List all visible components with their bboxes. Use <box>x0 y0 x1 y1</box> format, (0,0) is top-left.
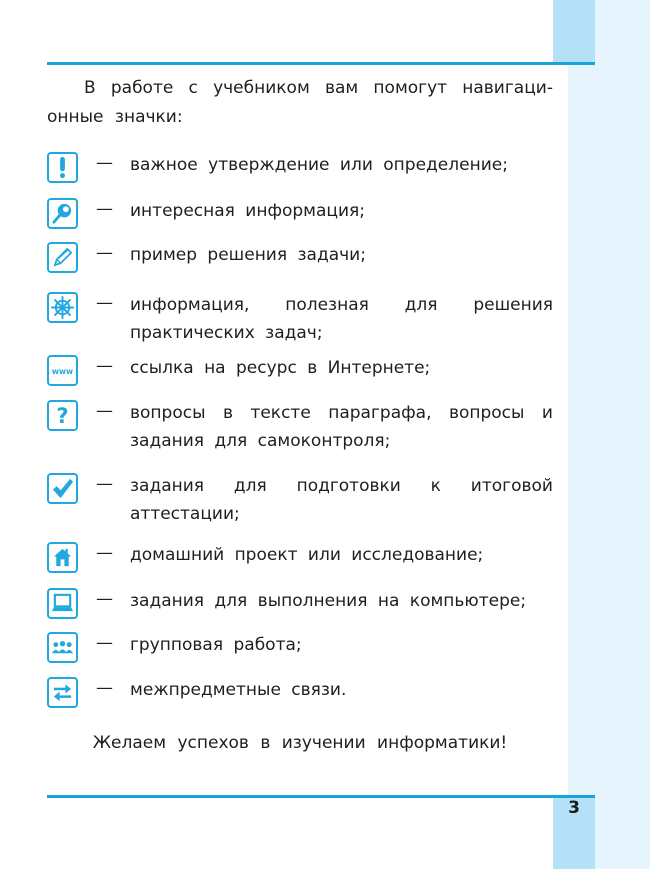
dash: — <box>96 543 113 563</box>
item-text-line: задания для выполнения на компьютере; <box>130 591 527 611</box>
intro-line-1 <box>47 74 553 103</box>
item-description <box>130 399 553 455</box>
dash: — <box>96 589 113 609</box>
intro-line-2: онные значки: <box>47 107 183 127</box>
item-text-line: групповая работа; <box>130 635 302 655</box>
item-text-line: вопросы в тексте параграфа, вопросы и <box>130 403 553 423</box>
group-icon <box>47 632 78 663</box>
item-text-line: задания для самоконтроля; <box>130 431 391 451</box>
item-text-line: практических задач; <box>130 323 323 343</box>
question-icon <box>47 400 78 431</box>
dash: — <box>96 401 113 421</box>
pencil-icon <box>47 242 78 273</box>
dash: — <box>96 633 113 653</box>
word: с <box>188 78 198 98</box>
dash: — <box>96 678 113 698</box>
bottom-rule <box>47 795 595 798</box>
magnifier-icon <box>47 198 78 229</box>
item-description <box>130 291 553 347</box>
top-rule <box>47 62 595 65</box>
item-text-line: межпредметные связи. <box>130 680 347 700</box>
item-description <box>130 472 553 528</box>
item-text-line: информация, полезная для решения <box>130 295 553 315</box>
item-text-line: ссылка на ресурс в Интернете; <box>130 358 431 378</box>
item-description <box>130 354 553 382</box>
checkmark-icon <box>47 473 78 504</box>
page-margin-background <box>568 0 650 869</box>
word: работе <box>110 78 174 98</box>
item-text-line: важное утверждение или определение; <box>130 155 508 175</box>
word: В <box>84 78 96 98</box>
item-description <box>130 241 553 269</box>
www-icon <box>47 355 78 386</box>
dash: — <box>96 293 113 313</box>
item-description <box>130 151 553 179</box>
page-number: 3 <box>568 798 580 818</box>
item-text-line: домашний проект или исследование; <box>130 545 484 565</box>
item-description <box>130 541 553 569</box>
ship-wheel-icon <box>47 292 78 323</box>
dash: — <box>96 356 113 376</box>
dash: — <box>96 199 113 219</box>
item-description <box>130 587 553 615</box>
item-description <box>130 676 553 704</box>
item-text-line: задания для подготовки к итоговой <box>130 476 553 496</box>
item-text-line: пример решения задачи; <box>130 245 366 265</box>
computer-icon <box>47 588 78 619</box>
intro-paragraph <box>47 74 553 132</box>
word: учебником <box>213 78 310 98</box>
exclamation-icon <box>47 152 78 183</box>
svg-text:?: ? <box>56 404 69 427</box>
svg-text:www: www <box>51 366 74 376</box>
dash: — <box>96 153 113 173</box>
item-description <box>130 631 553 659</box>
closing-sentence: Желаем успехов в изучении информатики! <box>92 733 508 753</box>
word: вам <box>324 78 359 98</box>
item-text-line: аттестации; <box>130 504 240 524</box>
dash: — <box>96 243 113 263</box>
item-text-line: интересная информация; <box>130 201 365 221</box>
house-icon <box>47 542 78 573</box>
item-description <box>130 197 553 225</box>
word: навигаци- <box>462 78 553 98</box>
margin-band-top <box>553 0 595 64</box>
word: помогут <box>373 78 448 98</box>
dash: — <box>96 474 113 494</box>
arrows-exchange-icon <box>47 677 78 708</box>
